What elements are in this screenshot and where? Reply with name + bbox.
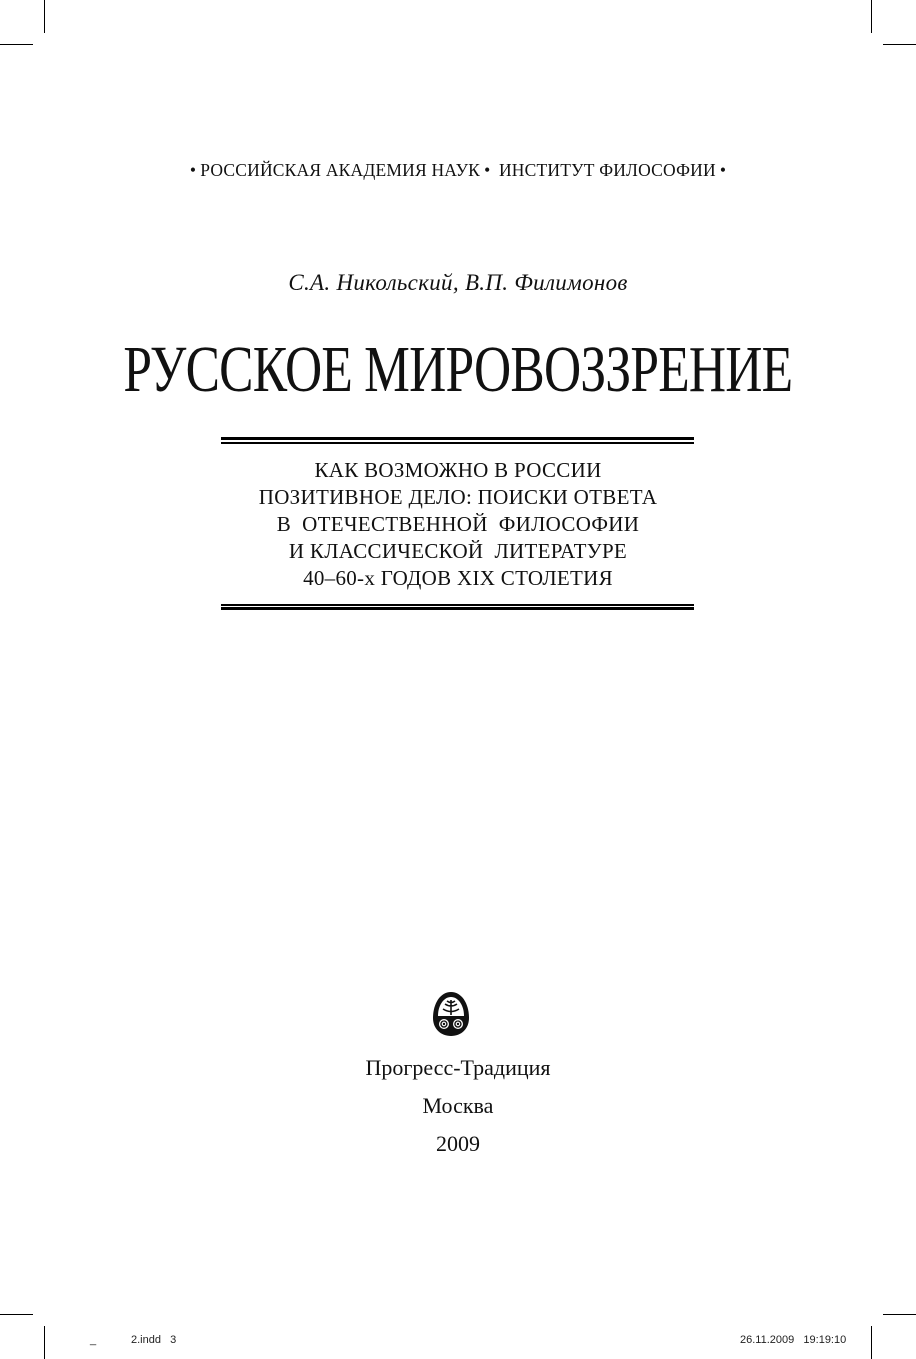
subtitle-line: ПОЗИТИВНОЕ ДЕЛО: ПОИСКИ ОТВЕТА xyxy=(258,485,658,509)
publication-city: Москва xyxy=(422,1093,494,1118)
subtitle-line: В ОТЕЧЕСТВЕННОЙ ФИЛОСОФИИ xyxy=(276,512,640,536)
institution-header xyxy=(0,160,916,181)
book-title: РУССКОЕ МИРОВОЗЗРЕНИЕ xyxy=(123,333,793,406)
book-authors: С.А. Никольский, В.П. Филимонов xyxy=(288,270,628,295)
book-title-block xyxy=(0,330,916,410)
slug-mark: _ xyxy=(90,1334,97,1346)
bottom-double-rule xyxy=(221,604,694,611)
subtitle-line: 40–60-х ГОДОВ XIX СТОЛЕТИЯ xyxy=(303,566,613,590)
publisher-name: Прогресс-Традиция xyxy=(365,1055,551,1080)
header-bullet-right: • xyxy=(719,160,727,180)
academy-name: РОССИЙСКАЯ АКАДЕМИЯ НАУК xyxy=(200,160,481,180)
slug-file-name: 2.indd 3 xyxy=(131,1334,177,1346)
slug-timestamp: 26.11.2009 19:19:10 xyxy=(740,1334,847,1346)
book-subtitle xyxy=(0,457,916,592)
institute-name: ИНСТИТУТ ФИЛОСОФИИ xyxy=(498,160,716,180)
publication-year: 2009 xyxy=(436,1131,480,1156)
header-bullet-left: • xyxy=(189,160,197,180)
subtitle-line: КАК ВОЗМОЖНО В РОССИИ xyxy=(314,458,602,482)
publisher-logo-icon xyxy=(431,990,471,1038)
header-bullet-middle: • xyxy=(484,160,491,180)
crop-mark-bottom-right-vertical xyxy=(871,1326,872,1359)
crop-mark-top-left-horizontal xyxy=(0,44,33,45)
crop-mark-bottom-left-vertical xyxy=(44,1326,45,1359)
subtitle-line: И КЛАССИЧЕСКОЙ ЛИТЕРАТУРЕ xyxy=(288,539,628,563)
crop-mark-top-right-vertical xyxy=(871,0,872,33)
crop-mark-bottom-left-horizontal xyxy=(0,1314,33,1315)
crop-mark-top-right-horizontal xyxy=(883,44,916,45)
crop-mark-top-left-vertical xyxy=(44,0,45,33)
crop-mark-bottom-right-horizontal xyxy=(883,1314,916,1315)
top-double-rule xyxy=(221,437,694,444)
